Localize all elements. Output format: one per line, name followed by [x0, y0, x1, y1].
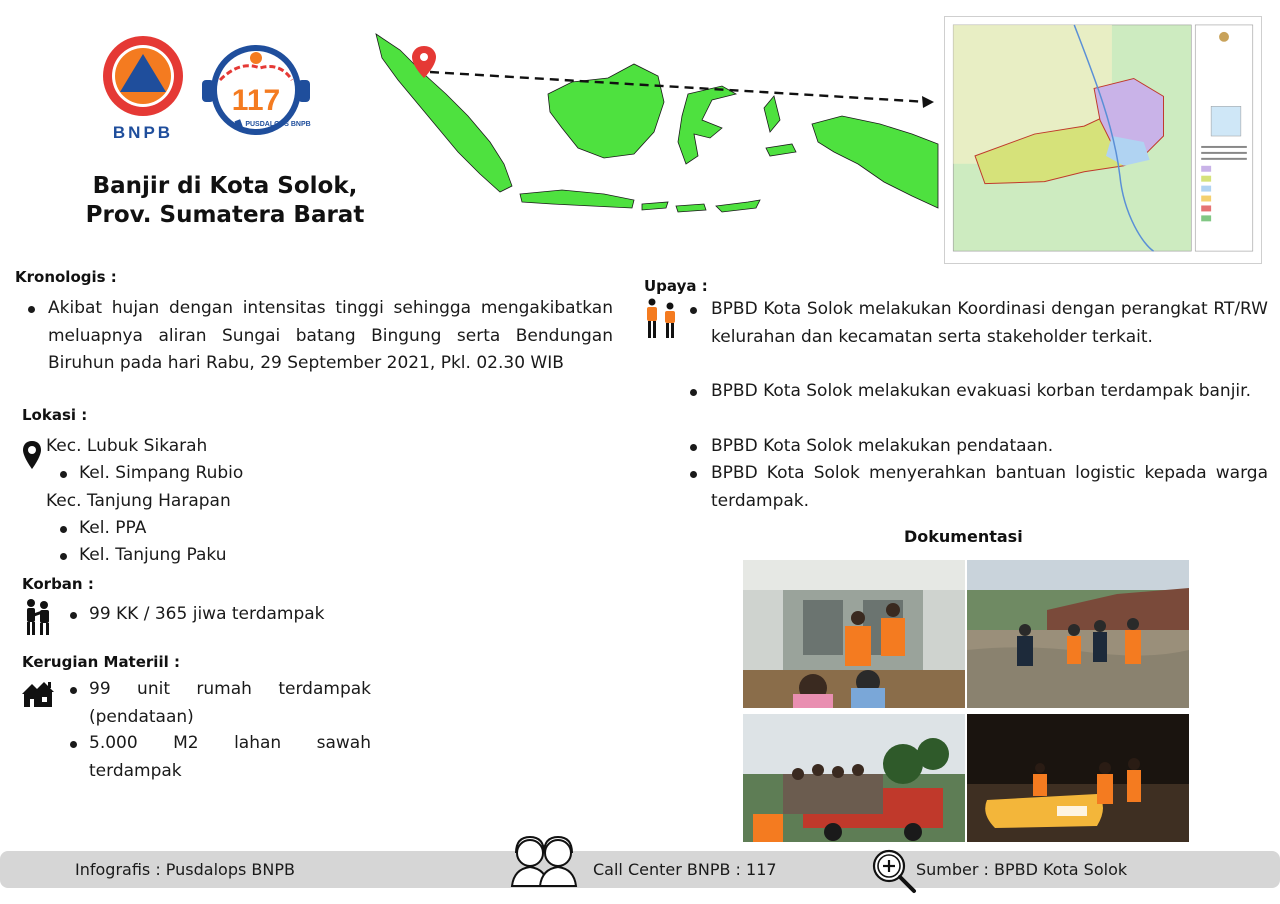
bullet [70, 741, 77, 748]
dokumentasi-heading: Dokumentasi [904, 527, 1023, 546]
upaya-item-3: BPBD Kota Solok melakukan pendataan. [711, 436, 1054, 456]
location-pin-icon [22, 440, 42, 470]
bullet [690, 389, 697, 396]
kerugian-item-2: 5.000 M2 lahan sawah terdampak [89, 733, 371, 781]
title-line-2: Prov. Sumatera Barat [85, 202, 365, 228]
photo-evacuation-truck [743, 714, 965, 842]
lokasi-kel-2: Kel. PPA [79, 518, 147, 538]
footer-call-center: Call Center BNPB : 117 [593, 860, 777, 879]
pusdalops-117-logo [200, 40, 318, 138]
houses-icon [22, 680, 54, 708]
lokasi-kec-1: Kec. Lubuk Sikarah [46, 436, 208, 456]
call-center-icon [506, 833, 582, 887]
bullet [60, 526, 67, 533]
rescue-team-icon [643, 298, 679, 340]
upaya-item-1: BPBD Kota Solok melakukan Koordinasi dengan perangkat RT/RW kelurahan dan kecamatan serta stakeholder terkait. [711, 299, 1268, 347]
pusdalops-number: 117 [231, 84, 281, 117]
page-title [40, 172, 410, 230]
pusdalops-ring-text: PUSDALOPS BNPB [245, 121, 311, 128]
bnpb-acronym: BNPB [112, 123, 174, 142]
upaya-item-4: BPBD Kota Solok menyerahkan bantuan logistic kepada warga terdampak. [711, 463, 1268, 511]
korban-item-1: 99 KK / 365 jiwa terdampak [89, 604, 325, 624]
lokasi-heading: Lokasi : [22, 406, 88, 424]
kerugian-item-1: 99 unit rumah terdampak (pendataan) [89, 679, 371, 727]
bnpb-logo [98, 36, 188, 144]
korban-heading: Korban : [22, 575, 94, 593]
photo-flooded-street [967, 560, 1189, 708]
bullet [690, 471, 697, 478]
kronologis-text: Akibat hujan dengan intensitas tinggi sehingga mengakibatkan meluapnya aliran Sungai batang Bingung serta Bendungan Biruhun pada hari Rabu, 29 September 2021, Pkl. 02.30 WIB [48, 298, 613, 373]
bullet [70, 612, 77, 619]
lokasi-kel-1: Kel. Simpang Rubio [79, 463, 244, 483]
magnifier-plus-icon [871, 848, 917, 894]
photo-house-visit [743, 560, 965, 708]
photo-rescue-boat [967, 714, 1189, 842]
upaya-heading: Upaya : [644, 277, 708, 295]
victims-icon [22, 598, 54, 636]
indonesia-map [372, 24, 942, 224]
title-line-1: Banjir di Kota Solok, [92, 173, 358, 199]
bullet [60, 471, 67, 478]
bullet [690, 444, 697, 451]
bullet [60, 553, 67, 560]
lokasi-kel-3: Kel. Tanjung Paku [79, 545, 227, 565]
bullet [690, 307, 697, 314]
kronologis-heading: Kronologis : [15, 268, 117, 286]
bullet [28, 306, 35, 313]
lokasi-kec-2: Kec. Tanjung Harapan [46, 491, 231, 511]
footer-infografis: Infografis : Pusdalops BNPB [75, 860, 295, 879]
footer-sumber: Sumber : BPBD Kota Solok [916, 860, 1128, 879]
kota-solok-map [944, 16, 1262, 264]
upaya-item-2: BPBD Kota Solok melakukan evakuasi korban terdampak banjir. [711, 381, 1251, 401]
kerugian-heading: Kerugian Materiil : [22, 653, 180, 671]
bullet [70, 687, 77, 694]
